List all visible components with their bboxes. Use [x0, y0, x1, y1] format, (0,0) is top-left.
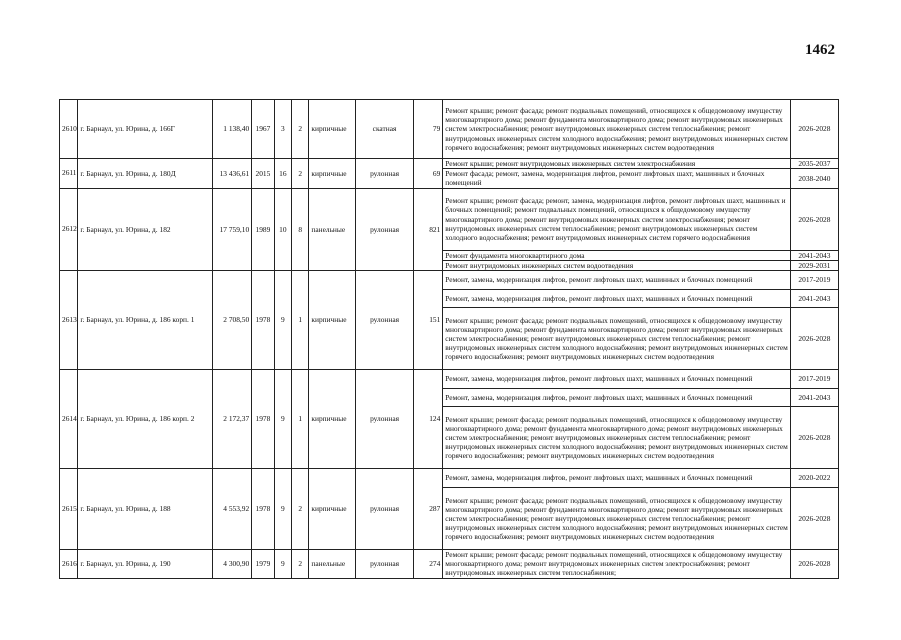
work-description-cell: Ремонт, замена, модернизация лифтов, ремонт лифтовых шахт, машинных и блочных помещений — [443, 271, 791, 290]
work-description-cell: Ремонт крыши; ремонт внутридомовых инженерных систем электроснабжения — [443, 159, 791, 169]
floors-cell: 3 — [274, 100, 291, 159]
work-description-cell: Ремонт внутридомовых инженерных систем водоотведения — [443, 260, 791, 270]
count-cell: 287 — [413, 469, 443, 550]
period-cell: 2041-2043 — [790, 290, 838, 308]
roof-type-cell: рулонная — [356, 469, 413, 550]
address-cell: г. Барнаул, ул. Юрина, д. 186 корп. 2 — [78, 370, 213, 469]
table-row — [60, 370, 839, 389]
housing-repair-table — [59, 99, 839, 579]
work-description-cell: Ремонт, замена, модернизация лифтов, ремонт лифтовых шахт, машинных и блочных помещений — [443, 469, 791, 488]
address-cell: г. Барнаул, ул. Юрина, д. 186 корп. 1 — [78, 271, 213, 370]
entrances-cell: 2 — [292, 469, 309, 550]
entrances-cell: 8 — [292, 188, 309, 270]
area-cell: 13 436,61 — [213, 159, 252, 189]
address-cell: г. Барнаул, ул. Юрина, д. 166Г — [78, 100, 213, 159]
row-id: 2613 — [60, 271, 78, 370]
row-id: 2615 — [60, 469, 78, 550]
page-number: 1462 — [805, 42, 835, 58]
area-cell: 4 553,92 — [213, 469, 252, 550]
floors-cell: 9 — [274, 550, 291, 579]
area-cell: 17 759,10 — [213, 188, 252, 270]
wall-material-cell: кирпичные — [309, 271, 356, 370]
wall-material-cell: кирпичные — [309, 469, 356, 550]
entrances-cell: 1 — [292, 370, 309, 469]
period-cell: 2038-2040 — [790, 169, 838, 188]
address-cell: г. Барнаул, ул. Юрина, д. 190 — [78, 550, 213, 579]
count-cell: 79 — [413, 100, 443, 159]
period-cell: 2026-2028 — [790, 488, 838, 550]
area-cell: 2 172,37 — [213, 370, 252, 469]
address-cell: г. Барнаул, ул. Юрина, д. 180Д — [78, 159, 213, 189]
wall-material-cell: кирпичные — [309, 370, 356, 469]
table-row — [60, 188, 839, 250]
floors-cell: 16 — [274, 159, 291, 189]
floors-cell: 10 — [274, 188, 291, 270]
row-id: 2614 — [60, 370, 78, 469]
period-cell: 2029-2031 — [790, 260, 838, 270]
work-description-cell: Ремонт крыши; ремонт фасада; ремонт подвальных помещений, относящихся к общедомовому имуществу многоквартирного дома; ремонт фундамента многоквартирного дома; ремонт внутридомовых инженерных систем электроснабжения; ремонт внутридомовых инженерных систем теплоснабжения; ремонт внутридомовых инженерных систем холодного водоснабжения; ремонт внутридомовых инженерных систем горячего водоснабжения; ремонт внутридомовых инженерных систем водоотведения — [443, 407, 791, 469]
period-cell: 2041-2043 — [790, 250, 838, 260]
floors-cell: 9 — [274, 370, 291, 469]
work-description-cell: Ремонт крыши; ремонт фасада; ремонт подвальных помещений, относящихся к общедомовому имуществу многоквартирного дома; ремонт фундамента многоквартирного дома; ремонт внутридомовых инженерных систем электроснабжения; ремонт внутридомовых инженерных систем теплоснабжения; ремонт внутридомовых инженерных систем холодного водоснабжения; ремонт внутридомовых инженерных систем горячего водоснабжения; ремонт внутридомовых инженерных систем водоотведения — [443, 100, 791, 159]
table-row — [60, 469, 839, 488]
period-cell: 2026-2028 — [790, 407, 838, 469]
year-cell: 2015 — [252, 159, 274, 189]
year-cell: 1979 — [252, 550, 274, 579]
wall-material-cell: панельные — [309, 550, 356, 579]
count-cell: 124 — [413, 370, 443, 469]
entrances-cell: 1 — [292, 271, 309, 370]
period-cell: 2017-2019 — [790, 271, 838, 290]
period-cell: 2026-2028 — [790, 100, 838, 159]
floors-cell: 9 — [274, 271, 291, 370]
work-description-cell: Ремонт крыши; ремонт фасада; ремонт подвальных помещений, относящихся к общедомовому имуществу многоквартирного дома; ремонт фундамента многоквартирного дома; ремонт внутридомовых инженерных систем электроснабжения; ремонт внутридомовых инженерных систем теплоснабжения; ремонт внутридомовых инженерных систем холодного водоснабжения; ремонт внутридомовых инженерных систем горячего водоснабжения; ремонт внутридомовых инженерных систем водоотведения — [443, 308, 791, 370]
year-cell: 1967 — [252, 100, 274, 159]
period-cell: 2026-2028 — [790, 308, 838, 370]
year-cell: 1989 — [252, 188, 274, 270]
wall-material-cell: кирпичные — [309, 159, 356, 189]
table-row — [60, 100, 839, 159]
count-cell: 69 — [413, 159, 443, 189]
work-description-cell: Ремонт крыши; ремонт фасада; ремонт подвальных помещений, относящихся к общедомовому имуществу многоквартирного дома; ремонт внутридомовых инженерных систем электроснабжения; ремонт внутридомовых инженерных систем теплоснабжения; — [443, 550, 791, 579]
period-cell: 2026-2028 — [790, 550, 838, 579]
row-id: 2612 — [60, 188, 78, 270]
work-description-cell: Ремонт крыши; ремонт фасада; ремонт, замена, модернизация лифтов, ремонт лифтовых шахт, машинных и блочных помещений; ремонт подвальных помещений, относящихся к общедомовому имуществу многоквартирного дома; ремонт внутридомовых инженерных систем электроснабжения; ремонт внутридомовых инженерных систем теплоснабжения; ремонт внутридомовых инженерных систем холодного водоснабжения; ремонт внутридомовых инженерных систем горячего водоснабжения — [443, 188, 791, 250]
row-id: 2616 — [60, 550, 78, 579]
period-cell: 2020-2022 — [790, 469, 838, 488]
table-row — [60, 550, 839, 579]
area-cell: 4 300,90 — [213, 550, 252, 579]
roof-type-cell: рулонная — [356, 271, 413, 370]
floors-cell: 9 — [274, 469, 291, 550]
area-cell: 1 138,40 — [213, 100, 252, 159]
wall-material-cell: кирпичные — [309, 100, 356, 159]
roof-type-cell: рулонная — [356, 550, 413, 579]
roof-type-cell: рулонная — [356, 188, 413, 270]
work-description-cell: Ремонт, замена, модернизация лифтов, ремонт лифтовых шахт, машинных и блочных помещений — [443, 370, 791, 389]
entrances-cell: 2 — [292, 550, 309, 579]
count-cell: 821 — [413, 188, 443, 270]
period-cell: 2041-2043 — [790, 389, 838, 407]
work-description-cell: Ремонт фундамента многоквартирного дома — [443, 250, 791, 260]
year-cell: 1978 — [252, 370, 274, 469]
entrances-cell: 2 — [292, 159, 309, 189]
roof-type-cell: рулонная — [356, 159, 413, 189]
year-cell: 1978 — [252, 469, 274, 550]
row-id: 2610 — [60, 100, 78, 159]
address-cell: г. Барнаул, ул. Юрина, д. 182 — [78, 188, 213, 270]
table-row — [60, 159, 839, 169]
period-cell: 2035-2037 — [790, 159, 838, 169]
year-cell: 1978 — [252, 271, 274, 370]
wall-material-cell: панельные — [309, 188, 356, 270]
count-cell: 274 — [413, 550, 443, 579]
roof-type-cell: рулонная — [356, 370, 413, 469]
table-row — [60, 271, 839, 290]
work-description-cell: Ремонт, замена, модернизация лифтов, ремонт лифтовых шахт, машинных и блочных помещений — [443, 290, 791, 308]
period-cell: 2026-2028 — [790, 188, 838, 250]
address-cell: г. Барнаул, ул. Юрина, д. 188 — [78, 469, 213, 550]
work-description-cell: Ремонт, замена, модернизация лифтов, ремонт лифтовых шахт, машинных и блочных помещений — [443, 389, 791, 407]
area-cell: 2 708,50 — [213, 271, 252, 370]
roof-type-cell: скатная — [356, 100, 413, 159]
entrances-cell: 2 — [292, 100, 309, 159]
period-cell: 2017-2019 — [790, 370, 838, 389]
work-description-cell: Ремонт фасада; ремонт, замена, модернизация лифтов, ремонт лифтовых шахт, машинных и блочных помещений — [443, 169, 791, 188]
row-id: 2611 — [60, 159, 78, 189]
work-description-cell: Ремонт крыши; ремонт фасада; ремонт подвальных помещений, относящихся к общедомовому имуществу многоквартирного дома; ремонт фундамента многоквартирного дома; ремонт внутридомовых инженерных систем электроснабжения; ремонт внутридомовых инженерных систем теплоснабжения; ремонт внутридомовых инженерных систем холодного водоснабжения; ремонт внутридомовых инженерных систем горячего водоснабжения; ремонт внутридомовых инженерных систем водоотведения — [443, 488, 791, 550]
count-cell: 151 — [413, 271, 443, 370]
